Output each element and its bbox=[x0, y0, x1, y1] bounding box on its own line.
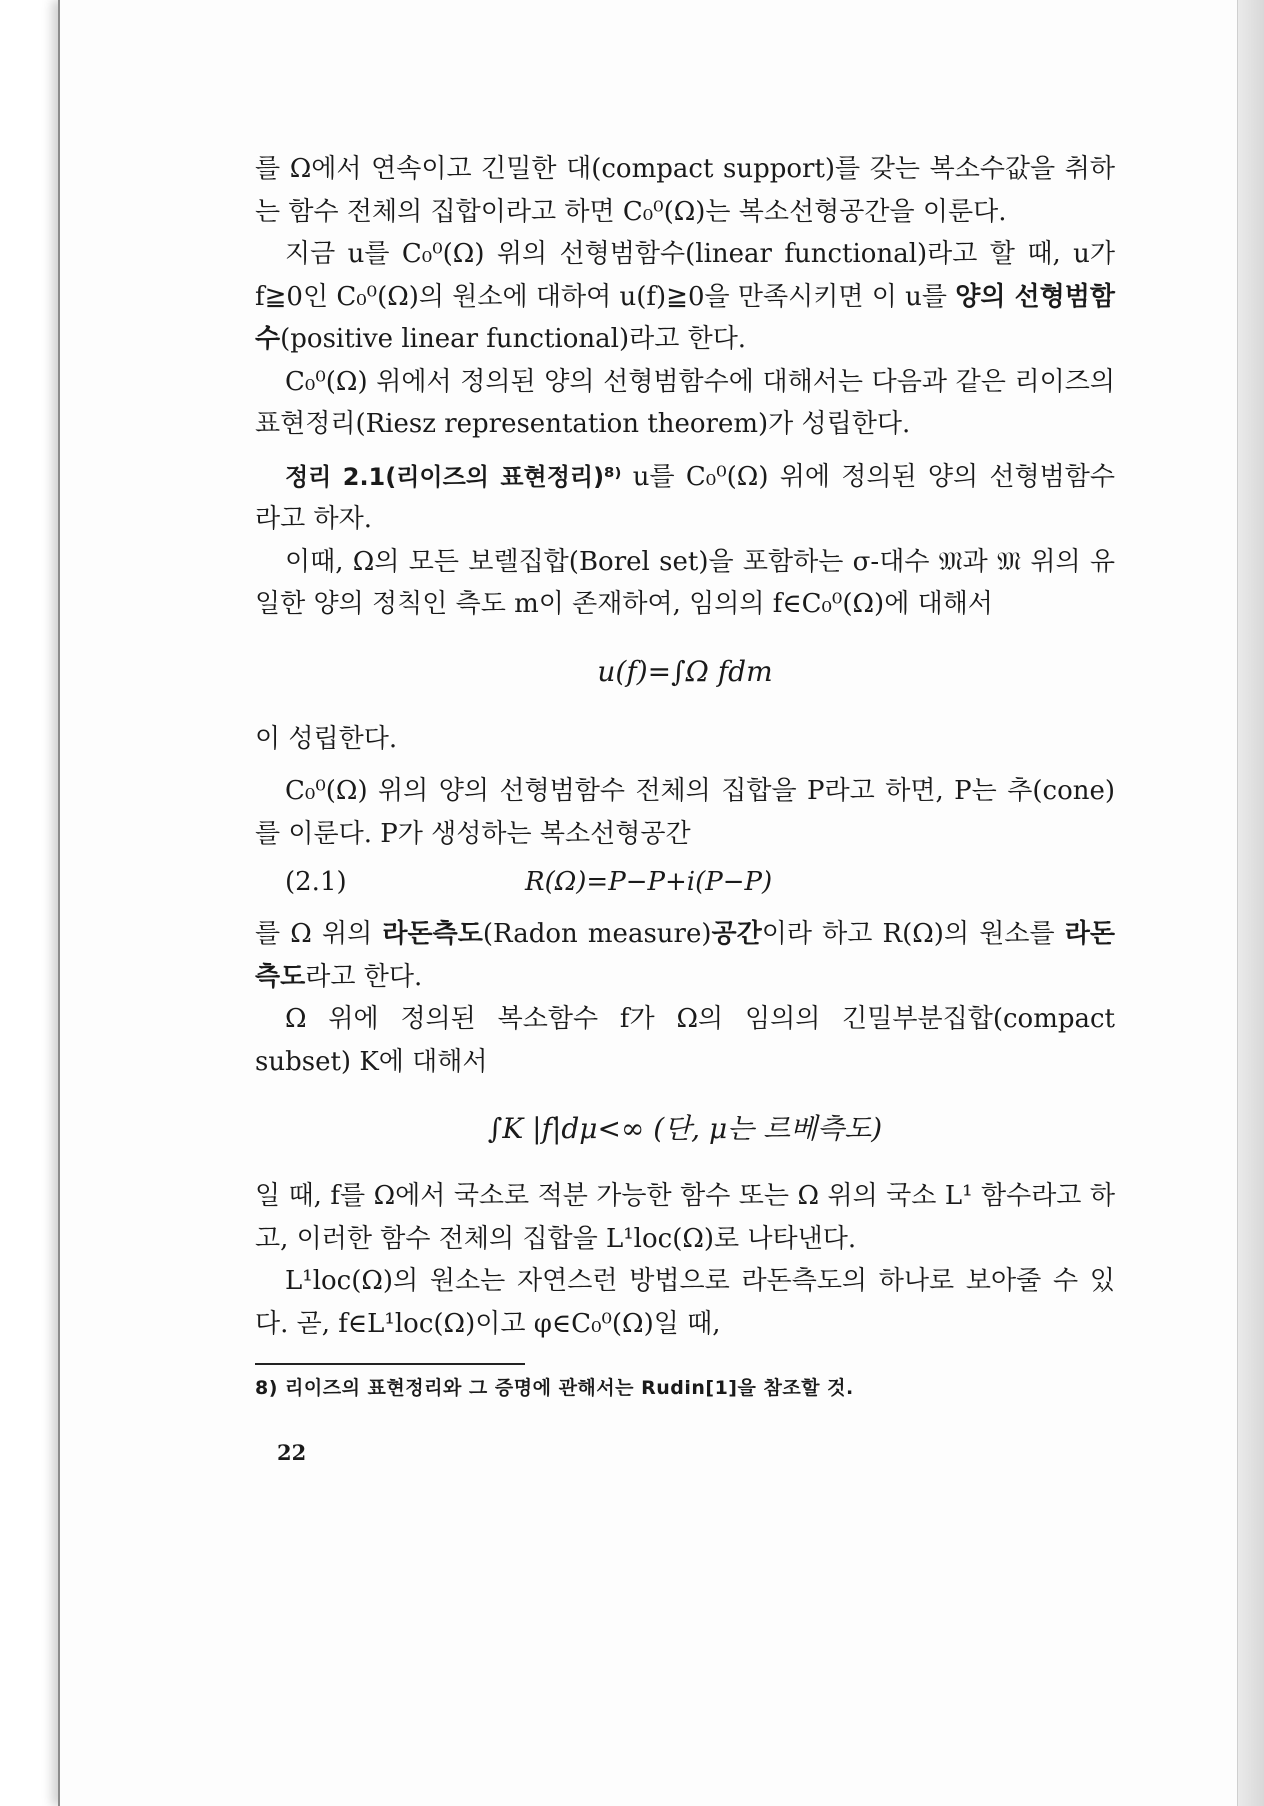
formula-local-integrable: ∫K |f|dμ<∞ (단, μ는 르베측도) bbox=[487, 1112, 883, 1145]
paragraph-2-tail: (positive linear functional)라고 한다. bbox=[280, 324, 747, 354]
paragraph-7-end: 라고 한다. bbox=[305, 961, 423, 992]
space-term: 공간 bbox=[711, 919, 762, 949]
radon-measure-term: 라돈측도 bbox=[382, 919, 483, 949]
page-content bbox=[255, 148, 1115, 1465]
paragraph-7-tail: 이라 하고 R(Ω)의 원소를 bbox=[761, 919, 1055, 949]
paragraph-2-text: 지금 u를 C₀⁰(Ω) 위의 선형범함수(linear functional)라고 할 때, u가 f≧0인 C₀⁰(Ω)의 원소에 대하여 u(f)≧0을 만족시키면 이 u를 bbox=[255, 239, 1115, 312]
equation-body: R(Ω)=P−P+i(P−P) bbox=[525, 867, 773, 897]
paragraph-6: C₀⁰(Ω) 위의 양의 선형범함수 전체의 집합을 P라고 하면, P는 추(cone)를 이룬다. P가 생성하는 복소선형공간 bbox=[255, 776, 1115, 849]
paragraph-1: 를 Ω에서 연속이고 긴밀한 대(compact support)를 갖는 복소수값을 취하는 함수 전체의 집합이라고 하면 C₀⁰(Ω)는 복소선형공간을 이룬다. bbox=[255, 154, 1115, 227]
paragraph-8: Ω 위에 정의된 복소함수 f가 Ω의 임의의 긴밀부분집합(compact subset) K에 대해서 bbox=[255, 1004, 1115, 1077]
equation-number: (2.1) bbox=[285, 867, 347, 897]
footnote-8: 8) 리이즈의 표현정리와 그 증명에 관해서는 Rudin[1]을 참조할 것. bbox=[255, 1377, 854, 1399]
paragraph-5: 이 성립한다. bbox=[255, 723, 398, 754]
equation-2-1 bbox=[255, 861, 1115, 903]
paragraph-7-mid: (Radon measure) bbox=[482, 919, 712, 949]
paragraph-3: C₀⁰(Ω) 위에서 정의된 양의 선형범함수에 대해서는 다음과 같은 리이즈의 표현정리(Riesz representation theorem)가 성립한다. bbox=[255, 366, 1115, 439]
paragraph-9: 일 때, f를 Ω에서 국소로 적분 가능한 함수 또는 Ω 위의 국소 L¹ 함수라고 하고, 이러한 함수 전체의 집합을 L¹loc(Ω)로 나타낸다. bbox=[255, 1181, 1115, 1254]
radon-measure-term-2: 라돈측도 bbox=[255, 919, 1115, 992]
paragraph-7 bbox=[255, 913, 1115, 998]
theorem-heading: 정리 2.1(리이즈의 표현정리)⁸⁾ bbox=[285, 462, 622, 491]
theorem-body: u를 C₀⁰(Ω) 위에 정의된 양의 선형범함수라고 하자. bbox=[255, 461, 1115, 534]
positive-linear-functional-term: 양의 선형범함수 bbox=[255, 281, 1115, 354]
paragraph-2 bbox=[255, 233, 1115, 361]
footnote-divider bbox=[255, 1363, 525, 1365]
theorem-2-1 bbox=[255, 456, 1115, 541]
page-number: 22 bbox=[277, 1440, 307, 1465]
formula-integral-u: u(f)=∫Ω fdm bbox=[597, 654, 773, 688]
page-edge bbox=[1237, 0, 1264, 1806]
paragraph-4: 이때, Ω의 모든 보렐집합(Borel set)을 포함하는 σ-대수 𝔐과 𝔐 위의 유일한 양의 정칙인 측도 m이 존재하여, 임의의 f∈C₀⁰(Ω)에 대해서 bbox=[255, 546, 1115, 619]
paragraph-10: L¹loc(Ω)의 원소는 자연스런 방법으로 라돈측도의 하나로 보아줄 수 있다. 곧, f∈L¹loc(Ω)이고 φ∈C₀⁰(Ω)일 때, bbox=[255, 1266, 1115, 1339]
paragraph-7-head: 를 Ω 위의 bbox=[255, 919, 383, 949]
